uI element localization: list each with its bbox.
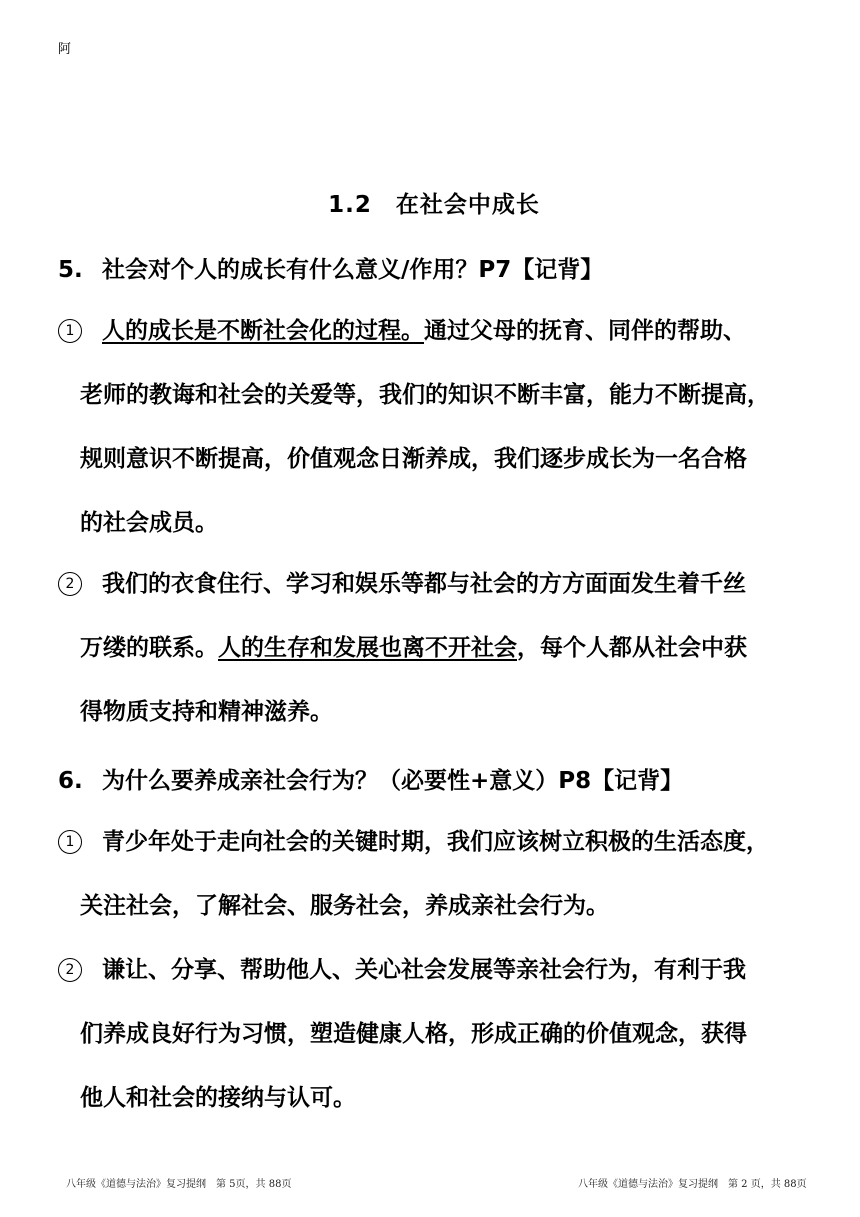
question-number: 5. (58, 257, 83, 283)
answer-line: 们养成良好行为习惯，塑造健康人格，形成正确的价值观念，获得 (80, 1021, 747, 1047)
corner-character: 阿 (58, 42, 72, 57)
answer-line: 的社会成员。 (80, 510, 218, 536)
answer-line (102, 316, 746, 346)
question-6-heading (58, 762, 683, 795)
answer-line: 规则意识不断提高，价值观念日渐养成，我们逐步成长为一名合格 (80, 446, 747, 472)
answer-text: 万缕的联系。 (80, 635, 218, 661)
question-text: 为什么要养成亲社会行为？（必要性+意义）P8【记背】 (102, 768, 684, 794)
circled-number-marker: 1 (58, 319, 82, 343)
answer-line: 我们的衣食住行、学习和娱乐等都与社会的方方面面发生着千丝 (102, 571, 746, 597)
answer-line: 得物质支持和精神滋养。 (80, 699, 333, 725)
circled-number-marker: 2 (58, 958, 82, 982)
answer-text: 通过父母的抚育、同伴的帮助、 (424, 318, 746, 344)
section-title: 1.2 在社会中成长 (328, 192, 540, 218)
answer-line: 谦让、分享、帮助他人、关心社会发展等亲社会行为，有利于我 (102, 957, 746, 983)
answer-text: ，每个人都从社会中获 (517, 635, 747, 661)
circled-number-marker: 2 (58, 572, 82, 596)
circled-number-marker: 1 (58, 830, 82, 854)
question-5-heading (58, 251, 603, 284)
underlined-key-point: 人的成长是不断社会化的过程。 (102, 318, 424, 344)
answer-line: 他人和社会的接纳与认可。 (80, 1085, 356, 1111)
answer-line: 关注社会，了解社会、服务社会，养成亲社会行为。 (80, 893, 609, 919)
question-number: 6. (58, 768, 83, 794)
question-text: 社会对个人的成长有什么意义/作用？P7【记背】 (102, 257, 604, 283)
answer-line: 青少年处于走向社会的关键时期，我们应该树立积极的生活态度， (102, 829, 769, 855)
footer-page-info-left: 八年级《道德与法治》复习提纲 第 5页，共 88页 (66, 1179, 292, 1190)
footer-page-info-right: 八年级《道德与法治》复习提纲 第 2 页，共 88页 (578, 1179, 807, 1190)
underlined-key-point: 人的生存和发展也离不开社会 (218, 635, 517, 661)
answer-line: 老师的教诲和社会的关爱等，我们的知识不断丰富，能力不断提高， (80, 382, 770, 408)
answer-line (80, 633, 747, 663)
